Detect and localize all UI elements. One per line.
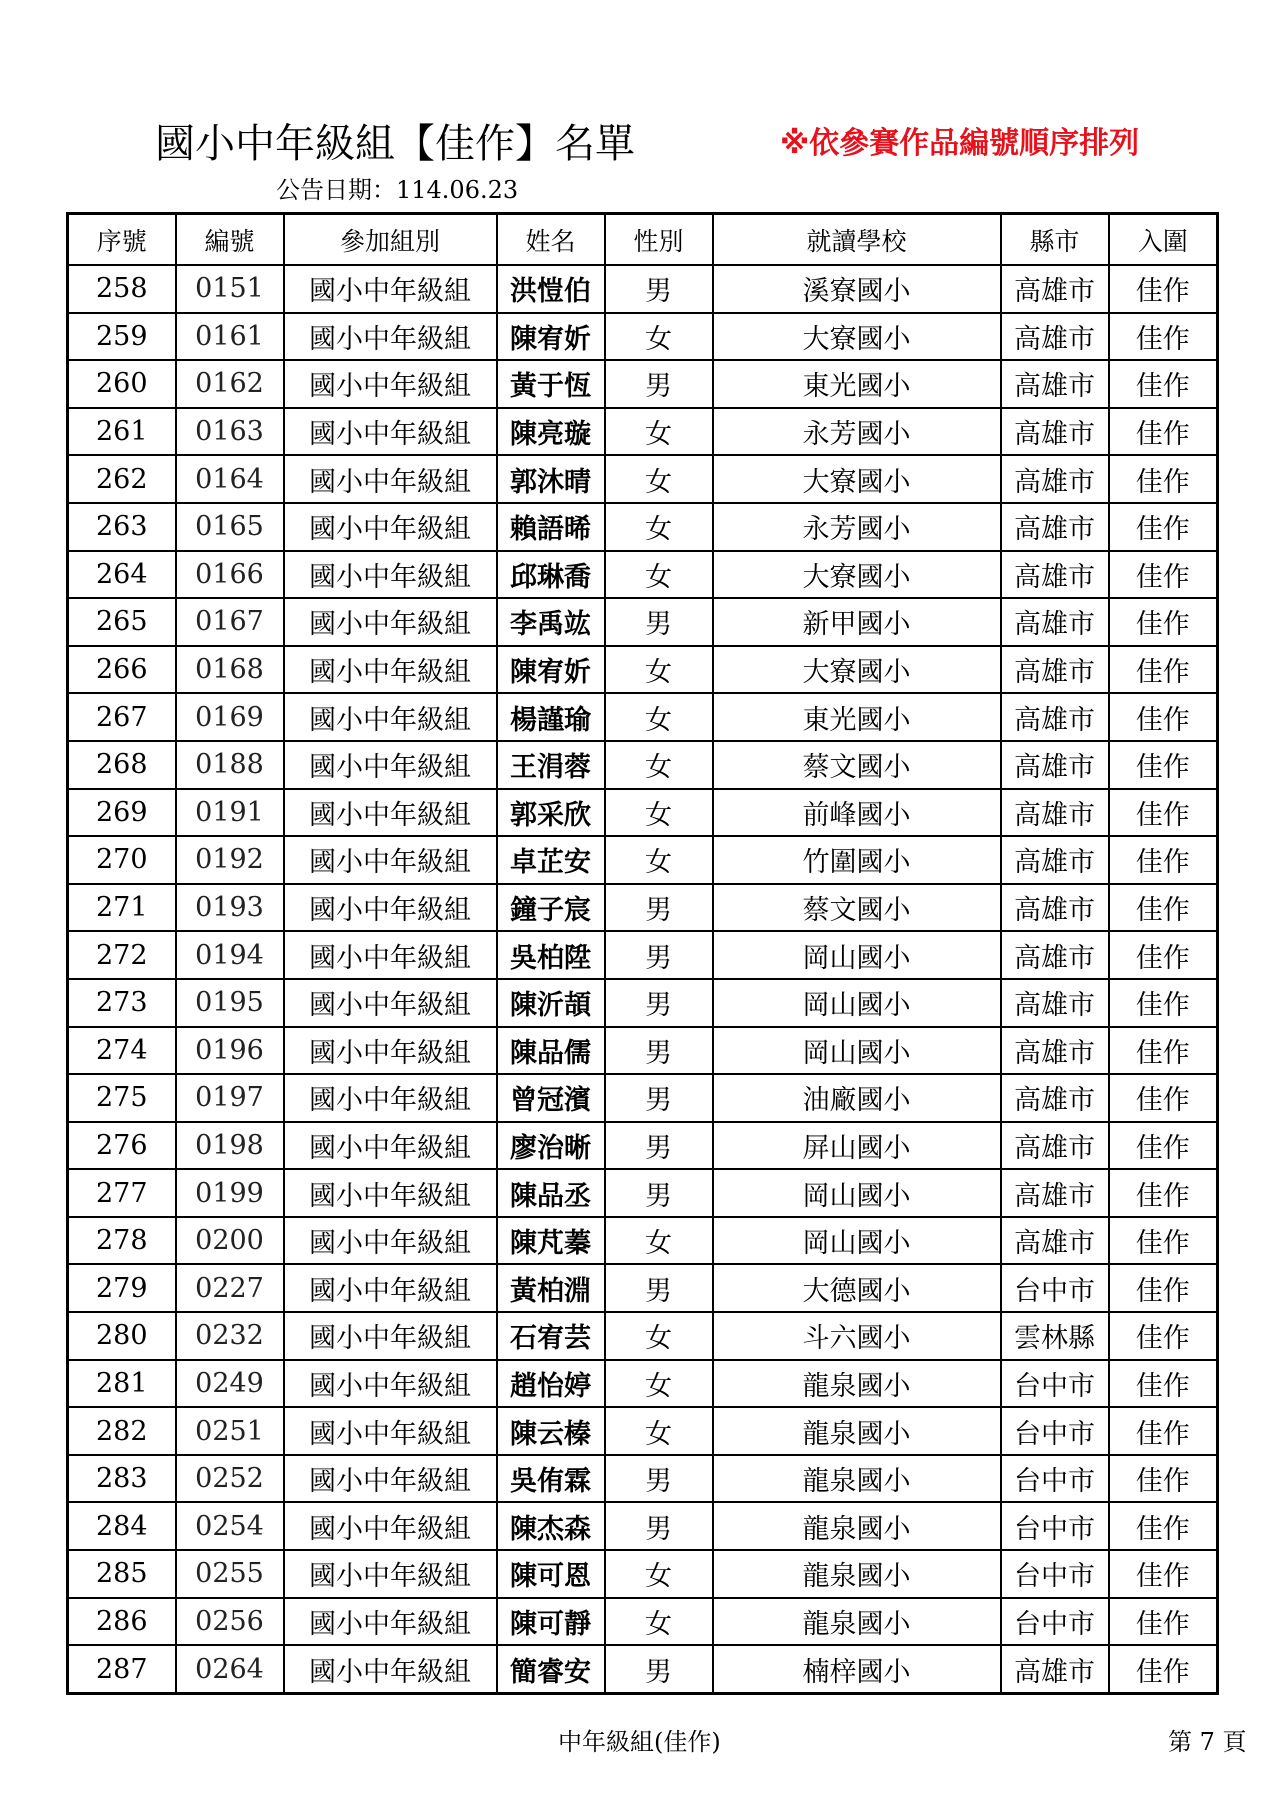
cell-code: 0252: [176, 1455, 284, 1503]
column-header-group: 參加組別: [284, 214, 497, 266]
cell-city: 高雄市: [1001, 1122, 1109, 1170]
cell-group: 國小中年級組: [284, 1169, 497, 1217]
cell-code: 0200: [176, 1217, 284, 1265]
cell-award: 佳作: [1109, 693, 1218, 741]
cell-seq: 287: [68, 1645, 176, 1693]
cell-seq: 263: [68, 503, 176, 551]
cell-city: 高雄市: [1001, 313, 1109, 361]
cell-group: 國小中年級組: [284, 551, 497, 599]
cell-group: 國小中年級組: [284, 265, 497, 313]
cell-award: 佳作: [1109, 1122, 1218, 1170]
cell-school: 大寮國小: [713, 551, 1001, 599]
page-title: 國小中年級組【佳作】名單: [155, 121, 635, 167]
cell-code: 0151: [176, 265, 284, 313]
cell-name: 陳沂頡: [497, 979, 605, 1027]
cell-award: 佳作: [1109, 360, 1218, 408]
cell-group: 國小中年級組: [284, 1264, 497, 1312]
cell-group: 國小中年級組: [284, 1598, 497, 1646]
cell-group: 國小中年級組: [284, 1360, 497, 1408]
cell-city: 高雄市: [1001, 1217, 1109, 1265]
cell-gender: 女: [605, 313, 713, 361]
cell-school: 大寮國小: [713, 646, 1001, 694]
cell-city: 高雄市: [1001, 455, 1109, 503]
cell-school: 龍泉國小: [713, 1550, 1001, 1598]
cell-seq: 275: [68, 1074, 176, 1122]
cell-school: 前峰國小: [713, 789, 1001, 837]
cell-award: 佳作: [1109, 1598, 1218, 1646]
cell-award: 佳作: [1109, 1360, 1218, 1408]
cell-school: 屏山國小: [713, 1122, 1001, 1170]
cell-gender: 男: [605, 1074, 713, 1122]
cell-award: 佳作: [1109, 408, 1218, 456]
table-row: [68, 1264, 1218, 1312]
cell-city: 雲林縣: [1001, 1312, 1109, 1360]
cell-name: 陳宥妡: [497, 313, 605, 361]
cell-seq: 276: [68, 1122, 176, 1170]
cell-city: 高雄市: [1001, 646, 1109, 694]
cell-seq: 284: [68, 1502, 176, 1550]
cell-code: 0264: [176, 1645, 284, 1693]
table-row: [68, 265, 1218, 313]
cell-group: 國小中年級組: [284, 313, 497, 361]
cell-school: 龍泉國小: [713, 1360, 1001, 1408]
table-row: [68, 1407, 1218, 1455]
cell-name: 王涓蓉: [497, 741, 605, 789]
cell-code: 0197: [176, 1074, 284, 1122]
cell-school: 楠梓國小: [713, 1645, 1001, 1693]
cell-name: 郭采欣: [497, 789, 605, 837]
table-row: [68, 646, 1218, 694]
cell-code: 0249: [176, 1360, 284, 1408]
cell-seq: 274: [68, 1027, 176, 1075]
cell-code: 0165: [176, 503, 284, 551]
cell-city: 台中市: [1001, 1264, 1109, 1312]
cell-school: 溪寮國小: [713, 265, 1001, 313]
cell-group: 國小中年級組: [284, 693, 497, 741]
table-row: [68, 1027, 1218, 1075]
cell-group: 國小中年級組: [284, 503, 497, 551]
cell-gender: 女: [605, 789, 713, 837]
cell-gender: 女: [605, 1360, 713, 1408]
cell-gender: 男: [605, 1264, 713, 1312]
cell-name: 陳亮璇: [497, 408, 605, 456]
cell-code: 0191: [176, 789, 284, 837]
cell-code: 0168: [176, 646, 284, 694]
sort-order-note: ※依參賽作品編號順序排列: [780, 126, 1140, 161]
cell-name: 吳柏陞: [497, 931, 605, 979]
cell-seq: 266: [68, 646, 176, 694]
cell-school: 龍泉國小: [713, 1455, 1001, 1503]
cell-gender: 女: [605, 1217, 713, 1265]
cell-code: 0195: [176, 979, 284, 1027]
cell-gender: 男: [605, 1645, 713, 1693]
cell-school: 龍泉國小: [713, 1598, 1001, 1646]
cell-school: 東光國小: [713, 693, 1001, 741]
cell-seq: 278: [68, 1217, 176, 1265]
column-header-code: 編號: [176, 214, 284, 266]
cell-group: 國小中年級組: [284, 598, 497, 646]
cell-name: 鐘子宸: [497, 884, 605, 932]
cell-name: 吳侑霖: [497, 1455, 605, 1503]
cell-gender: 女: [605, 455, 713, 503]
cell-name: 簡睿安: [497, 1645, 605, 1693]
cell-group: 國小中年級組: [284, 646, 497, 694]
table-row: [68, 693, 1218, 741]
column-header-school: 就讀學校: [713, 214, 1001, 266]
cell-code: 0198: [176, 1122, 284, 1170]
cell-name: 陳杰森: [497, 1502, 605, 1550]
cell-award: 佳作: [1109, 741, 1218, 789]
table-row: [68, 931, 1218, 979]
table-row: [68, 1312, 1218, 1360]
cell-seq: 264: [68, 551, 176, 599]
cell-group: 國小中年級組: [284, 1455, 497, 1503]
cell-award: 佳作: [1109, 836, 1218, 884]
cell-group: 國小中年級組: [284, 836, 497, 884]
cell-city: 高雄市: [1001, 884, 1109, 932]
cell-city: 高雄市: [1001, 598, 1109, 646]
cell-school: 東光國小: [713, 360, 1001, 408]
cell-group: 國小中年級組: [284, 360, 497, 408]
cell-award: 佳作: [1109, 503, 1218, 551]
cell-city: 高雄市: [1001, 741, 1109, 789]
cell-gender: 女: [605, 1550, 713, 1598]
cell-gender: 女: [605, 551, 713, 599]
cell-code: 0167: [176, 598, 284, 646]
cell-name: 黃于恆: [497, 360, 605, 408]
cell-group: 國小中年級組: [284, 1122, 497, 1170]
cell-city: 高雄市: [1001, 1074, 1109, 1122]
cell-city: 高雄市: [1001, 1169, 1109, 1217]
cell-city: 高雄市: [1001, 360, 1109, 408]
cell-code: 0166: [176, 551, 284, 599]
cell-name: 陳云榛: [497, 1407, 605, 1455]
cell-code: 0188: [176, 741, 284, 789]
cell-award: 佳作: [1109, 884, 1218, 932]
cell-gender: 女: [605, 693, 713, 741]
cell-group: 國小中年級組: [284, 1312, 497, 1360]
cell-group: 國小中年級組: [284, 884, 497, 932]
cell-award: 佳作: [1109, 1312, 1218, 1360]
cell-gender: 男: [605, 1027, 713, 1075]
cell-name: 洪愷伯: [497, 265, 605, 313]
cell-seq: 272: [68, 931, 176, 979]
table-row: [68, 789, 1218, 837]
table-row: [68, 741, 1218, 789]
cell-name: 曾冠濱: [497, 1074, 605, 1122]
cell-group: 國小中年級組: [284, 979, 497, 1027]
cell-gender: 男: [605, 1455, 713, 1503]
cell-code: 0192: [176, 836, 284, 884]
cell-code: 0199: [176, 1169, 284, 1217]
footer-section-label: 中年級組(佳作): [558, 1728, 721, 1756]
cell-name: 陳可靜: [497, 1598, 605, 1646]
page-number: 第 7 頁: [1168, 1728, 1247, 1756]
cell-city: 高雄市: [1001, 1027, 1109, 1075]
cell-seq: 280: [68, 1312, 176, 1360]
cell-gender: 女: [605, 741, 713, 789]
cell-group: 國小中年級組: [284, 1407, 497, 1455]
cell-award: 佳作: [1109, 1027, 1218, 1075]
cell-gender: 男: [605, 598, 713, 646]
cell-name: 趙怡婷: [497, 1360, 605, 1408]
cell-gender: 女: [605, 646, 713, 694]
cell-seq: 261: [68, 408, 176, 456]
cell-code: 0162: [176, 360, 284, 408]
table-row: [68, 551, 1218, 599]
cell-school: 永芳國小: [713, 408, 1001, 456]
cell-seq: 282: [68, 1407, 176, 1455]
cell-award: 佳作: [1109, 1407, 1218, 1455]
cell-group: 國小中年級組: [284, 789, 497, 837]
cell-award: 佳作: [1109, 551, 1218, 599]
cell-code: 0164: [176, 455, 284, 503]
cell-school: 永芳國小: [713, 503, 1001, 551]
cell-group: 國小中年級組: [284, 408, 497, 456]
cell-name: 楊謹瑜: [497, 693, 605, 741]
cell-seq: 265: [68, 598, 176, 646]
cell-school: 大德國小: [713, 1264, 1001, 1312]
cell-school: 大寮國小: [713, 313, 1001, 361]
cell-city: 高雄市: [1001, 551, 1109, 599]
cell-name: 邱琳喬: [497, 551, 605, 599]
cell-school: 蔡文國小: [713, 741, 1001, 789]
cell-school: 龍泉國小: [713, 1502, 1001, 1550]
cell-city: 台中市: [1001, 1407, 1109, 1455]
table-row: [68, 884, 1218, 932]
cell-code: 0227: [176, 1264, 284, 1312]
cell-name: 陳可恩: [497, 1550, 605, 1598]
cell-code: 0196: [176, 1027, 284, 1075]
cell-city: 高雄市: [1001, 979, 1109, 1027]
cell-city: 台中市: [1001, 1360, 1109, 1408]
cell-gender: 女: [605, 1312, 713, 1360]
cell-school: 蔡文國小: [713, 884, 1001, 932]
announcement-date: 公告日期：114.06.23: [276, 176, 519, 204]
cell-award: 佳作: [1109, 931, 1218, 979]
cell-gender: 女: [605, 1598, 713, 1646]
cell-code: 0161: [176, 313, 284, 361]
cell-city: 高雄市: [1001, 265, 1109, 313]
cell-group: 國小中年級組: [284, 931, 497, 979]
table-row: [68, 1122, 1218, 1170]
cell-award: 佳作: [1109, 1264, 1218, 1312]
cell-group: 國小中年級組: [284, 741, 497, 789]
cell-gender: 女: [605, 836, 713, 884]
cell-school: 龍泉國小: [713, 1407, 1001, 1455]
column-header-award: 入圍: [1109, 214, 1218, 266]
cell-award: 佳作: [1109, 1550, 1218, 1598]
cell-code: 0232: [176, 1312, 284, 1360]
cell-seq: 286: [68, 1598, 176, 1646]
cell-gender: 男: [605, 1122, 713, 1170]
table-row: [68, 598, 1218, 646]
cell-code: 0256: [176, 1598, 284, 1646]
winners-table: [66, 212, 1219, 1695]
cell-city: 台中市: [1001, 1502, 1109, 1550]
column-header-gender: 性別: [605, 214, 713, 266]
table-row: [68, 836, 1218, 884]
cell-school: 竹圍國小: [713, 836, 1001, 884]
table-row: [68, 360, 1218, 408]
cell-name: 黃柏淵: [497, 1264, 605, 1312]
cell-code: 0251: [176, 1407, 284, 1455]
cell-seq: 269: [68, 789, 176, 837]
table-row: [68, 1169, 1218, 1217]
cell-seq: 260: [68, 360, 176, 408]
cell-name: 陳品儒: [497, 1027, 605, 1075]
cell-award: 佳作: [1109, 455, 1218, 503]
cell-gender: 男: [605, 1169, 713, 1217]
table-row: [68, 1360, 1218, 1408]
cell-seq: 271: [68, 884, 176, 932]
cell-name: 石宥芸: [497, 1312, 605, 1360]
cell-seq: 268: [68, 741, 176, 789]
cell-award: 佳作: [1109, 1502, 1218, 1550]
cell-group: 國小中年級組: [284, 1645, 497, 1693]
cell-school: 岡山國小: [713, 1027, 1001, 1075]
cell-seq: 277: [68, 1169, 176, 1217]
cell-city: 高雄市: [1001, 693, 1109, 741]
cell-city: 高雄市: [1001, 836, 1109, 884]
table-row: [68, 1645, 1218, 1693]
cell-seq: 285: [68, 1550, 176, 1598]
cell-city: 高雄市: [1001, 931, 1109, 979]
cell-school: 斗六國小: [713, 1312, 1001, 1360]
cell-gender: 男: [605, 360, 713, 408]
cell-name: 陳芃蓁: [497, 1217, 605, 1265]
cell-name: 陳品丞: [497, 1169, 605, 1217]
table-row: [68, 1598, 1218, 1646]
cell-name: 卓芷安: [497, 836, 605, 884]
cell-code: 0169: [176, 693, 284, 741]
cell-city: 台中市: [1001, 1455, 1109, 1503]
cell-city: 高雄市: [1001, 503, 1109, 551]
cell-gender: 女: [605, 503, 713, 551]
cell-school: 岡山國小: [713, 979, 1001, 1027]
column-header-name: 姓名: [497, 214, 605, 266]
column-header-city: 縣市: [1001, 214, 1109, 266]
table-row: [68, 1074, 1218, 1122]
cell-gender: 女: [605, 1407, 713, 1455]
cell-seq: 281: [68, 1360, 176, 1408]
cell-name: 郭沐晴: [497, 455, 605, 503]
cell-gender: 男: [605, 265, 713, 313]
cell-school: 新甲國小: [713, 598, 1001, 646]
cell-seq: 258: [68, 265, 176, 313]
cell-code: 0193: [176, 884, 284, 932]
cell-code: 0254: [176, 1502, 284, 1550]
cell-group: 國小中年級組: [284, 1502, 497, 1550]
cell-award: 佳作: [1109, 1455, 1218, 1503]
table-row: [68, 455, 1218, 503]
table-row: [68, 1455, 1218, 1503]
table-row: [68, 408, 1218, 456]
cell-award: 佳作: [1109, 1217, 1218, 1265]
cell-group: 國小中年級組: [284, 1550, 497, 1598]
cell-award: 佳作: [1109, 789, 1218, 837]
cell-city: 台中市: [1001, 1598, 1109, 1646]
cell-school: 油廠國小: [713, 1074, 1001, 1122]
cell-award: 佳作: [1109, 646, 1218, 694]
cell-code: 0163: [176, 408, 284, 456]
cell-seq: 259: [68, 313, 176, 361]
cell-code: 0194: [176, 931, 284, 979]
cell-seq: 279: [68, 1264, 176, 1312]
cell-gender: 男: [605, 1502, 713, 1550]
table-row: [68, 503, 1218, 551]
cell-award: 佳作: [1109, 265, 1218, 313]
cell-name: 廖治晰: [497, 1122, 605, 1170]
cell-award: 佳作: [1109, 1169, 1218, 1217]
cell-school: 岡山國小: [713, 1169, 1001, 1217]
cell-group: 國小中年級組: [284, 455, 497, 503]
cell-name: 李禹竑: [497, 598, 605, 646]
cell-seq: 283: [68, 1455, 176, 1503]
cell-seq: 273: [68, 979, 176, 1027]
cell-school: 大寮國小: [713, 455, 1001, 503]
cell-gender: 男: [605, 931, 713, 979]
cell-name: 賴語晞: [497, 503, 605, 551]
column-header-seq: 序號: [68, 214, 176, 266]
table-row: [68, 1550, 1218, 1598]
cell-group: 國小中年級組: [284, 1217, 497, 1265]
cell-gender: 男: [605, 979, 713, 1027]
cell-code: 0255: [176, 1550, 284, 1598]
table-row: [68, 313, 1218, 361]
cell-award: 佳作: [1109, 979, 1218, 1027]
cell-gender: 女: [605, 408, 713, 456]
cell-gender: 男: [605, 884, 713, 932]
cell-award: 佳作: [1109, 313, 1218, 361]
cell-seq: 270: [68, 836, 176, 884]
cell-city: 台中市: [1001, 1550, 1109, 1598]
cell-seq: 267: [68, 693, 176, 741]
cell-award: 佳作: [1109, 1645, 1218, 1693]
cell-name: 陳宥妡: [497, 646, 605, 694]
cell-award: 佳作: [1109, 598, 1218, 646]
cell-seq: 262: [68, 455, 176, 503]
cell-school: 岡山國小: [713, 1217, 1001, 1265]
cell-city: 高雄市: [1001, 789, 1109, 837]
cell-city: 高雄市: [1001, 408, 1109, 456]
cell-city: 高雄市: [1001, 1645, 1109, 1693]
table-row: [68, 979, 1218, 1027]
table-header-row: [68, 214, 1218, 266]
cell-school: 岡山國小: [713, 931, 1001, 979]
cell-award: 佳作: [1109, 1074, 1218, 1122]
table-row: [68, 1502, 1218, 1550]
cell-group: 國小中年級組: [284, 1027, 497, 1075]
table-row: [68, 1217, 1218, 1265]
cell-group: 國小中年級組: [284, 1074, 497, 1122]
